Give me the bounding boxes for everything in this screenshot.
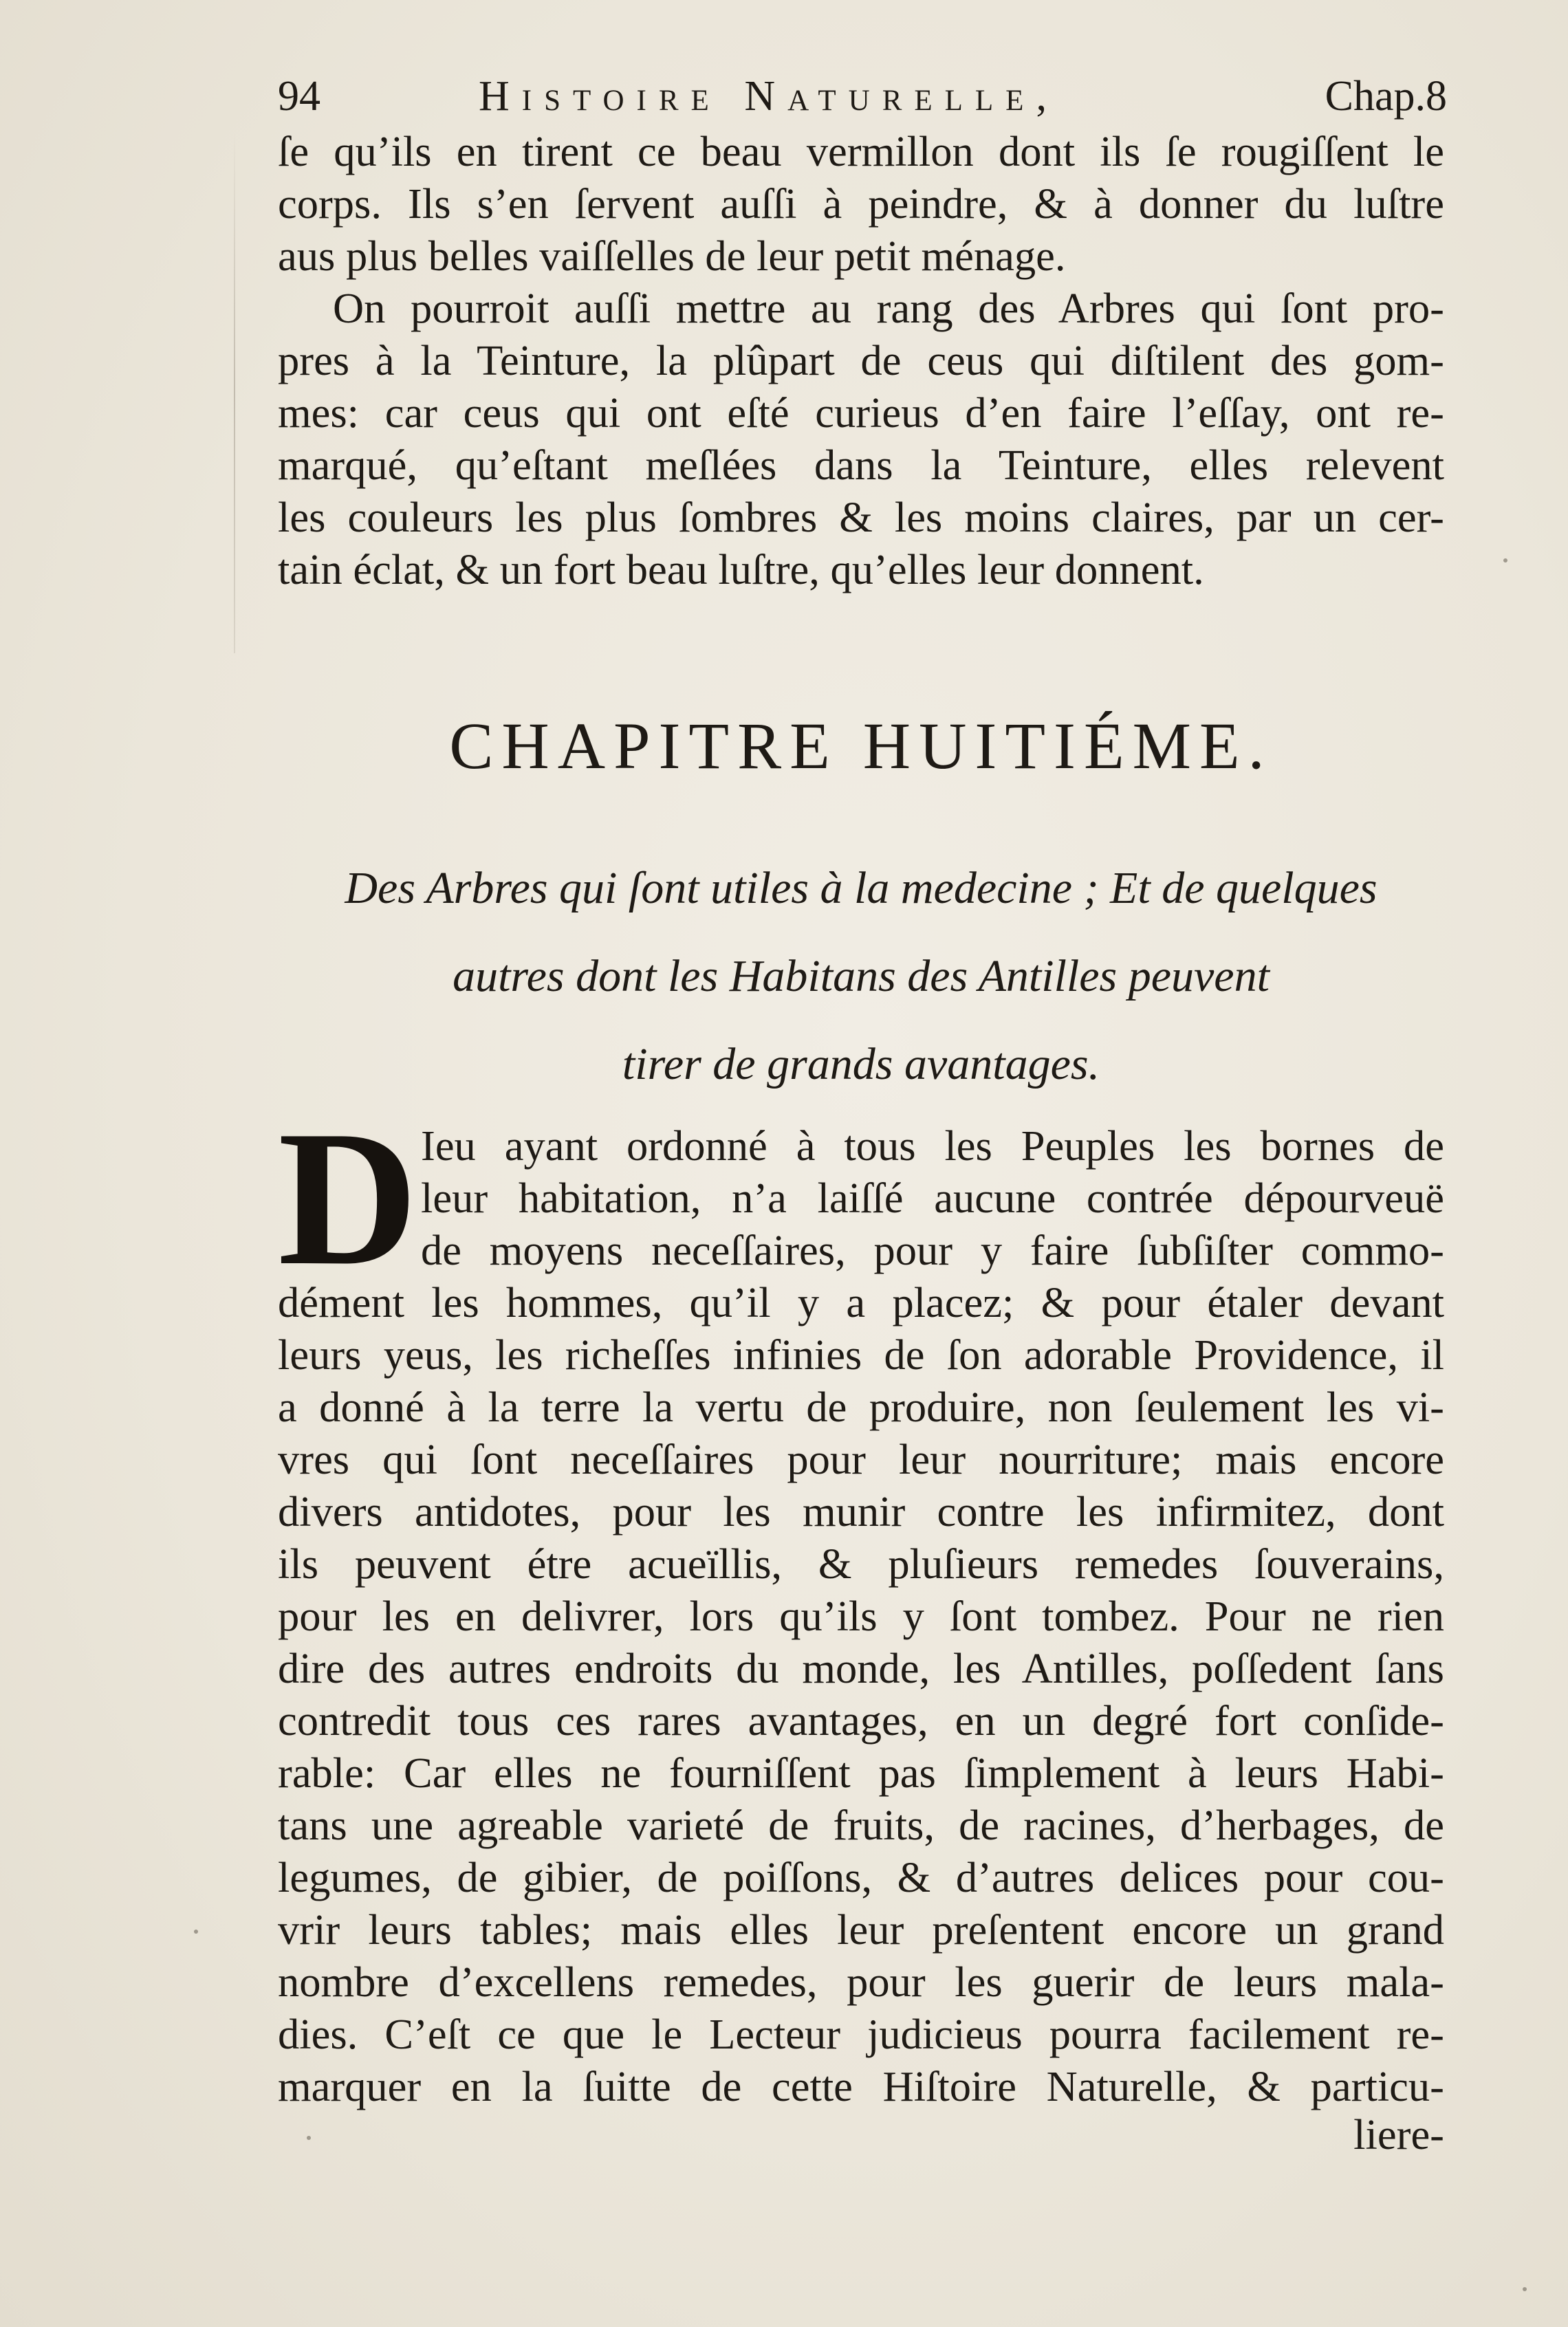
text-line: pres à la Teinture, la plûpart de ceus qui diſtilent des gom- [278, 336, 1444, 384]
text-line: dire des autres endroits du monde, les Antilles, poſſedent ſans [278, 1644, 1444, 1692]
text-line: ils peuvent étre acueïllis, & pluſieurs remedes ſouverains, [278, 1540, 1444, 1588]
text-line: leur habitation, n’a laiſſé aucune contrée dépourveuë [421, 1174, 1444, 1222]
ink-speck [307, 2136, 311, 2140]
text-line: de moyens neceſſaires, pour y faire ſubſiſter commo- [421, 1226, 1444, 1274]
text-line: mes: car ceus qui ont eſté curieus d’en faire l’eſſay, ont re- [278, 389, 1444, 437]
running-head [278, 69, 1447, 124]
chapter-subtitle [278, 844, 1444, 1108]
paragraph-block-main [278, 1091, 1444, 2112]
text-line: Ieu ayant ordonné à tous les Peuples les bornes de [421, 1122, 1444, 1170]
text-line: tain éclat, & un fort beau luſtre, qu’elles leur donnent. [278, 545, 1204, 593]
text-line: tans une agreable varieté de fruits, de racines, d’herbages, de [278, 1801, 1444, 1849]
text-line: On pourroit auſſi mettre au rang des Arbres qui ſont pro- [333, 284, 1444, 332]
text-line: aus plus belles vaiſſelles de leur petit ménage. [278, 232, 1066, 280]
text-line: ſe qu’ils en tirent ce beau vermillon dont ils ſe rougiſſent le [278, 127, 1444, 175]
ink-speck [194, 1930, 198, 1934]
text-line: marqué, qu’eſtant meſlées dans la Teinture, elles relevent [278, 441, 1444, 489]
text-line: dies. C’eſt ce que le Lecteur judicieus pourra facilement re- [278, 2010, 1444, 2058]
text-line: dément les hommes, qu’il y a placez; & pour étaler devant [278, 1278, 1444, 1326]
text-line: divers antidotes, pour les munir contre les infirmitez, dont [278, 1487, 1444, 1536]
text-line: rable: Car elles ne fourniſſent pas ſimplement à leurs Habi- [278, 1749, 1444, 1797]
subtitle-line: autres dont les Habitans des Antilles peuvent [453, 951, 1270, 1001]
text-line: contredit tous ces rares avantages, en un degré fort conſide- [278, 1696, 1444, 1745]
paragraph-block-top [278, 125, 1444, 596]
subtitle-line: tirer de grands avantages. [622, 1039, 1100, 1089]
ink-speck [1503, 558, 1507, 562]
text-line: marquer en la ſuitte de cette Hiſtoire Naturelle, & particu- [278, 2062, 1444, 2110]
chapter-title: CHAPITRE HUITIÉME. [449, 709, 1273, 783]
text-line: les couleurs les plus ſombres & les moins claires, par un cer- [278, 493, 1444, 541]
ink-speck [1523, 2287, 1527, 2291]
catchword: liere- [1353, 2110, 1444, 2159]
chapter-marker: Chap.8 [1325, 73, 1447, 120]
text-line: legumes, de gibier, de poiſſons, & d’autres delices pour cou- [278, 1853, 1444, 1901]
text-line: leurs yeus, les richeſſes infinies de ſon adorable Providence, il [278, 1331, 1444, 1379]
drop-cap-initial: D [278, 1091, 418, 1305]
text-line: corps. Ils s’en ſervent auſſi à peindre, & à donner du luſtre [278, 179, 1444, 228]
text-line: a donné à la terre la vertu de produire, non ſeulement les vi- [278, 1383, 1444, 1431]
running-title: Histoire Naturelle, [479, 73, 1059, 120]
text-line: pour les en delivrer, lors qu’ils y ſont tombez. Pour ne rien [278, 1592, 1444, 1640]
subtitle-line: Des Arbres qui ſont utiles à la medecine ; Et de quelques [345, 863, 1378, 913]
text-line: nombre d’excellens remedes, pour les guerir de leurs mala- [278, 1958, 1444, 2006]
text-line: vres qui ſont neceſſaires pour leur nourriture; mais encore [278, 1435, 1444, 1483]
text-line: vrir leurs tables; mais elles leur preſentent encore un grand [278, 1905, 1444, 1954]
page-number: 94 [278, 73, 320, 120]
margin-annotation-line [234, 131, 235, 653]
